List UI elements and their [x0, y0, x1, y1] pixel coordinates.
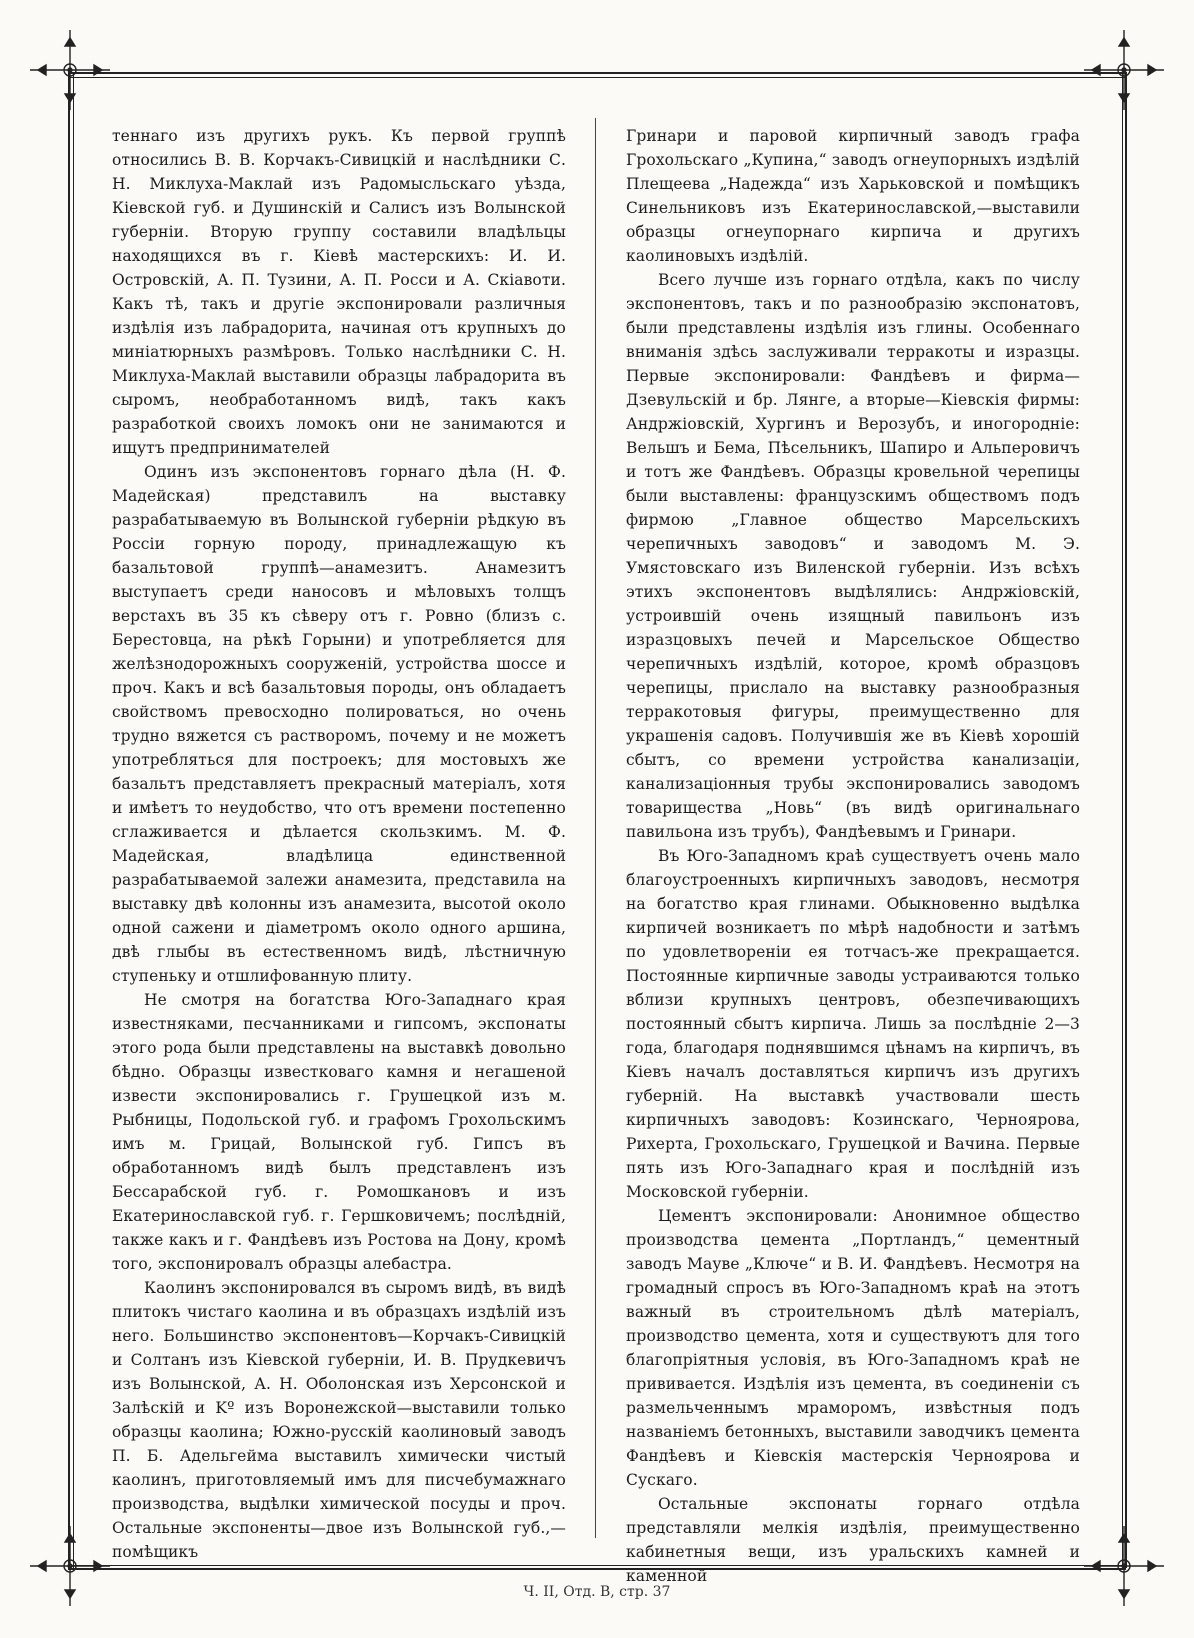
paragraph: Не смотря на богатства Юго-Западнаго края известняками, песчанниками и гипсомъ, экспонаты этого рода были представлены на выставкѣ довольно бѣдно. Образцы известковаго камня и негашеной извести экспонировались г. Грушецкой изъ м. Рыбницы, Подольской губ. и графомъ Грохольскимъ имъ м. Грицай, Волынской губ. Гипсъ въ обработанномъ видѣ былъ представленъ изъ Бессарабской губ. г. Ромошкановъ и изъ Екатеринославской губ. г. Гершковичемъ; послѣдній, также какъ и г. Фандѣевъ изъ Ростова на Дону, кромѣ того, экспонировалъ образцы алебастра.	[112, 991, 566, 1273]
frame-top-rule	[68, 72, 1126, 74]
paragraph: Остальные экспонаты горнаго отдѣла представляли мелкія издѣлія, преимущественно кабинетныя вещи, изъ уральскихъ камней и каменной	[626, 1495, 1080, 1585]
text-column-left	[112, 124, 566, 1564]
paragraph: Въ Юго-Западномъ краѣ существуетъ очень мало благоустроенныхъ кирпичныхъ заводовъ, несмотря на богатство края глинами. Обыкновенно выдѣлка кирпичей возникаетъ по мѣрѣ надобности и затѣмъ по удовлетвореніи ея тотчасъ-же прекращается. Постоянные кирпичные заводы устраиваются только вблизи крупныхъ центровъ, обезпечивающихъ постоянный сбытъ кирпича. Лишь за послѣдніе 2—3 года, благодаря поднявшимся цѣнамъ на кирпичъ, въ Кіевъ началъ доставляться кирпичъ изъ другихъ губерній. На выставкѣ участвовали шесть кирпичныхъ заводовъ: Козинскаго, Черноярова, Рихерта, Грохольскаго, Грушецкой и Вачина. Первые пять изъ Юго-Западнаго края и послѣдній изъ Московской губерніи.	[626, 847, 1080, 1201]
paragraph: Гринари и паровой кирпичный заводъ графа Грохольскаго „Купина,“ заводъ огнеупорныхъ издѣлій Плещеева „Надежда“ изъ Харьковской и помѣщикъ Синельниковъ изъ Екатеринославской,—выставили образцы огнеупорнаго кирпича и другихъ каолиновыхъ издѣлій.	[626, 127, 1080, 265]
page-footer: Ч. II, Отд. В, стр. 37	[523, 1584, 671, 1600]
paragraph: Цементъ экспонировали: Анонимное общество производства цемента „Портландъ,“ цементный заводъ Мауве „Ключе“ и В. И. Фандѣевъ. Несмотря на громадный спросъ въ Юго-Западномъ краѣ на этотъ важный въ строительномъ дѣлѣ матеріалъ, производство цемента, хотя и существуютъ для того благопріятныя условія, въ Юго-Западномъ краѣ не прививается. Издѣлія изъ цемента, въ соединеніи съ размельченнымъ мраморомъ, извѣстныя подъ названіемъ бетонныхъ, выставили заводчикъ цемента Фандѣевъ и Кіевскія мастерскія Черноярова и Сускаго.	[626, 1207, 1080, 1489]
frame-right-rule	[1122, 72, 1123, 1568]
text-column-right	[626, 124, 1080, 1588]
corner-ornament-top-left-icon	[30, 30, 110, 110]
paragraph: Каолинъ экспонировался въ сыромъ видѣ, въ видѣ плитокъ чистаго каолина и въ образцахъ издѣлій изъ него. Большинство экспонентовъ—Корчакъ-Сивицкій и Солтанъ изъ Кіевской губерніи, И. В. Прудкевичъ изъ Волынской, А. Н. Оболонская изъ Херсонской и Залѣскій и Kº изъ Воронежской—выставили только образцы каолина; Южно-русскій каолиновый заводъ П. Б. Адельгейма выставилъ химически чистый каолинъ, приготовляемый имъ для писчебумажнаго производства, выдѣлки химической посуды и проч. Остальные экспоненты—двое изъ Волынской губ.,—помѣщикъ	[112, 1279, 566, 1561]
frame-left-rule	[68, 72, 70, 1568]
corner-ornament-top-right-icon	[1084, 30, 1164, 110]
paragraph: теннаго изъ другихъ рукъ. Къ первой группѣ относились В. В. Корчакъ-Сивицкій и наслѣдники С. Н. Миклуха-Маклай изъ Радомысльскаго уѣзда, Кіевской губ. и Душинскій и Салисъ изъ Волынской губерніи. Вторую группу составили владѣльцы находящихся въ г. Кіевѣ мастерскихъ: И. И. Островскій, А. П. Тузини, А. П. Росси и А. Скіавоти. Какъ тѣ, такъ и другіе экспонировали различныя издѣлія изъ лабрадорита, начиная отъ крупныхъ до миніатюрныхъ размѣровъ. Только наслѣдники С. Н. Миклуха-Маклай выставили образцы лабрадорита въ сыромъ, необработанномъ видѣ, такъ какъ разработкой своихъ ломокъ они не занимаются и ищутъ предпринимателей	[112, 127, 566, 457]
paragraph: Одинъ изъ экспонентовъ горнаго дѣла (Н. Ф. Мадейская) представилъ на выставку разрабатываемую въ Волынской губерніи рѣдкую въ Россіи горную породу, принадлежащую къ базальтовой группѣ—анамезитъ. Анамезитъ выступаетъ среди наносовъ и мѣловыхъ толщъ верстахъ въ 35 къ сѣверу отъ г. Ровно (близъ с. Берестовца, на рѣкѣ Горыни) и употребляется для желѣзнодорожныхъ сооруженій, устройства шоссе и проч. Какъ и всѣ базальтовыя породы, онъ обладаетъ свойствомъ превосходно полироваться, но очень трудно вяжется съ растворомъ, почему и не можетъ употребляться для построекъ; для мостовыхъ же базальтъ представляетъ прекрасный матеріалъ, хотя и имѣетъ то неудобство, что отъ времени постепенно сглаживается и дѣлается скользкимъ. М. Ф. Мадейская, владѣлица единственной разрабатываемой залежи анамезита, представила на выставку двѣ колонны изъ анамезита, высотой около одной сажени и діаметромъ около одного аршина, двѣ глыбы въ естественномъ видѣ, лѣстничную ступеньку и отшлифованную плиту.	[112, 463, 566, 985]
column-divider	[595, 118, 596, 1538]
paragraph: Всего лучше изъ горнаго отдѣла, какъ по числу экспонентовъ, такъ и по разнообразію экспонатовъ, были представлены издѣлія изъ глины. Особеннаго вниманія здѣсь заслуживали терракоты и изразцы. Первые экспонировали: Фандѣевъ и фирма—Дзевульскій и бр. Лянге, а вторые—Кіевскія фирмы: Андржіовскій, Хургинъ и Верозубъ, и иногородніе: Вельшъ и Бема, Пѣсельникъ, Шапиро и Альперовичъ и тотъ же Фандѣевъ. Образцы кровельной черепицы были выставлены: французскимъ обществомъ подъ фирмою „Главное общество Марсельскихъ черепичныхъ заводовъ“ и заводомъ М. Э. Умястовскаго изъ Виленской губерніи. Изъ всѣхъ этихъ экспонентовъ выдѣлялись: Андржіовскій, устроившій очень изящный павильонъ изъ изразцовыхъ печей и Марсельское Общество черепичныхъ издѣлій, которое, кромѣ образцовъ черепицы, прислало на выставку разнообразныя терракотовыя фигуры, преимущественно для украшенія садовъ. Получившія же въ Кіевѣ хорошій сбытъ, со времени устройства канализаціи, канализаціонныя трубы экспонировались заводомъ товарищества „Новь“ (въ видѣ оригинальнаго павильона изъ трубъ), Фандѣевымъ и Гринари.	[626, 271, 1080, 841]
